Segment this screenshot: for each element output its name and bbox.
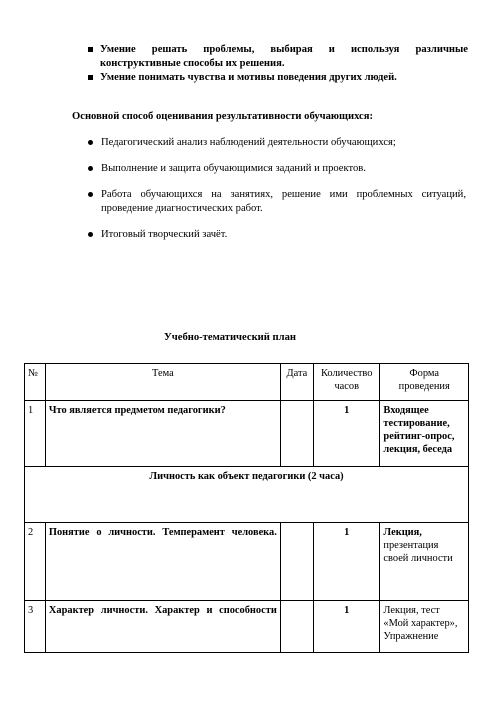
list-item: Итоговый творческий зачёт.: [88, 228, 466, 242]
row-date: [280, 401, 313, 467]
table-header-row: [25, 364, 469, 401]
header-theme: Тема: [45, 364, 280, 401]
square-bullet-icon: [88, 47, 93, 52]
row-theme: Понятие о личности. Темперамент человека.: [45, 523, 280, 601]
table-row: [25, 401, 469, 467]
row-num: 2: [25, 523, 46, 601]
row-num: 3: [25, 601, 46, 653]
plan-title: Учебно-тематический план: [164, 332, 296, 343]
bullet-icon: [88, 192, 93, 197]
row-date: [280, 601, 313, 653]
row-form-bold: Лекция,: [383, 527, 422, 538]
section-title: Личность как объект педагогики (2 часа): [25, 467, 469, 523]
row-date: [280, 523, 313, 601]
list-item: Выполнение и защита обучающимися заданий и проектов.: [88, 162, 466, 176]
row-hours: 1: [314, 401, 380, 467]
section-row: [25, 467, 469, 523]
row-form: Входящее тестирование, рейтинг-опрос, лекция, беседа: [380, 401, 469, 467]
list-item: Педагогический анализ наблюдений деятельности обучающихся;: [88, 136, 466, 150]
row-form: презентация своей личности: [383, 540, 453, 564]
row-form-cell: [380, 523, 469, 601]
row-num: 1: [25, 401, 46, 467]
list-item: Работа обучающихся на занятиях, решение ими проблемных ситуаций, проведение диагностических работ.: [88, 188, 466, 216]
table-row: [25, 601, 469, 653]
header-date: Дата: [280, 364, 313, 401]
assessment-heading: Основной способ оценивания результативности обучающихся:: [72, 111, 374, 122]
row-hours: 1: [314, 601, 380, 653]
list-item: Умение решать проблемы, выбирая и используя различные конструктивные способы их решения.: [88, 43, 468, 71]
bullet-icon: [88, 232, 93, 237]
list-item: Умение понимать чувства и мотивы поведения других людей.: [88, 71, 468, 85]
table-row: [25, 523, 469, 601]
row-theme: Характер личности. Характер и способности: [45, 601, 280, 653]
header-hours: Количество часов: [314, 364, 380, 401]
row-hours: 1: [314, 523, 380, 601]
assessment-list: [88, 136, 466, 242]
header-form: Форма проведения: [380, 364, 469, 401]
skills-list: [88, 43, 468, 85]
bullet-icon: [88, 166, 93, 171]
header-num: №: [25, 364, 46, 401]
plan-table: [24, 363, 469, 653]
bullet-icon: [88, 140, 93, 145]
row-form: Лекция, тест «Мой характер», Упражнение: [380, 601, 469, 653]
square-bullet-icon: [88, 75, 93, 80]
row-theme: Что является предметом педагогики?: [45, 401, 280, 467]
